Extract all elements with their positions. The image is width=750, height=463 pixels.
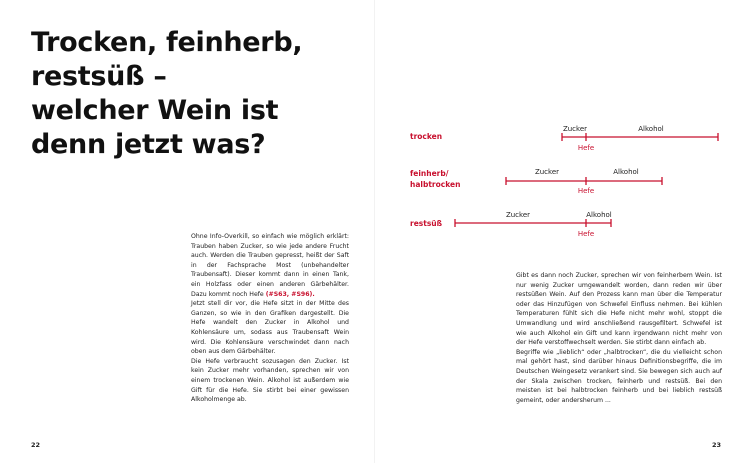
title-line: welcher Wein ist <box>31 95 279 126</box>
paragraph: Jetzt stell dir vor, die Hefe sitzt in der Mitte des Ganzen, so wie in den Grafiken dargestellt. Die Hefe wandelt den Zucker in Alkohol und Kohlensäure um, sodass aus Traubensaft Wein wird. Die Kohlensäure verschwindet dann nach oben aus dem Gärbehälter. <box>191 300 349 356</box>
title-line: Trocken, feinherb, <box>31 27 303 58</box>
cross-reference: (#S63, #S96). <box>265 290 315 298</box>
zucker-label: Zucker <box>562 125 588 133</box>
alkohol-label: Alkohol <box>586 211 612 219</box>
fermentation-diagram-svg <box>400 115 730 245</box>
left-text-column <box>191 232 349 405</box>
page-gutter <box>374 0 375 463</box>
title-line: restsüß – <box>31 61 167 92</box>
diagram-row-feinherb <box>410 168 662 195</box>
hefe-label: Hefe <box>577 187 595 195</box>
page-title <box>31 26 351 162</box>
row-label: halbtrocken <box>410 180 461 189</box>
diagram-row-restsuess <box>410 211 612 238</box>
page-number-right: 23 <box>712 441 722 449</box>
row-label: trocken <box>410 132 443 141</box>
hefe-label: Hefe <box>577 230 595 238</box>
right-text-column <box>516 271 722 405</box>
paragraph: Die Hefe verbraucht sozusagen den Zucker. Ist kein Zucker mehr vorhanden, sprechen wir von einem trockenen Wein. Alkohol ist außerdem wie Gift für die Hefe. Sie stirbt bei einer gewissen Alkoholmenge ab. <box>191 357 349 404</box>
diagram-row-trocken <box>410 125 718 152</box>
fermentation-diagram <box>400 115 730 245</box>
alkohol-label: Alkohol <box>638 125 664 133</box>
row-label: restsüß <box>410 219 443 228</box>
alkohol-label: Alkohol <box>613 168 639 176</box>
title-line: denn jetzt was? <box>31 129 266 160</box>
zucker-label: Zucker <box>534 168 560 176</box>
zucker-label: Zucker <box>505 211 531 219</box>
paragraph: Gibt es dann noch Zucker, sprechen wir von feinherbem Wein. Ist nur wenig Zucker umgewandelt worden, dann reden wir über restsüßen Wein. Auf den Prozess kann man über die Temperatur oder das Hinzufügen von Schwefel Einfluss nehmen. Bei kühlen Temperaturen fühlt sich die Hefe nicht mehr wohl, stoppt die Umwandlung und wird anschließend rausgefiltert. Schwefel ist wie auch Alkohol ein Gift und kann irgendwann nicht mehr von der Hefe verstoffwechselt werden. Sie stirbt dann einfach ab. <box>516 272 722 347</box>
row-label: feinherb/ <box>410 169 449 178</box>
paragraph-text: Ohne Info-Overkill, so einfach wie möglich erklärt: Trauben haben Zucker, so wie jede andere Frucht auch. Werden die Trauben gepresst, heißt der Saft in der Fachsprache Most (unbehandelter Traubensaft). Dieser kommt dann in einen Tank, ein Holzfass oder einen anderen Gärbehälter. Dazu kommt noch Hefe <box>191 233 349 298</box>
paragraph: Begriffe wie „lieblich“ oder „halbtrocken“, die du vielleicht schon mal gehört hast, sind darüber hinaus Definitionsbegriffe, die im Deutschen Weingesetz verankert sind. Sie bewegen sich auch auf der Skala zwischen trocken, feinherb und restsüß. Bei den meisten ist bei halbtrocken feinherb und bei lieblich restsüß gemeint, oder andersherum ... <box>516 348 722 404</box>
paragraph <box>191 232 349 299</box>
hefe-label: Hefe <box>577 144 595 152</box>
page-number-left: 22 <box>31 441 41 449</box>
